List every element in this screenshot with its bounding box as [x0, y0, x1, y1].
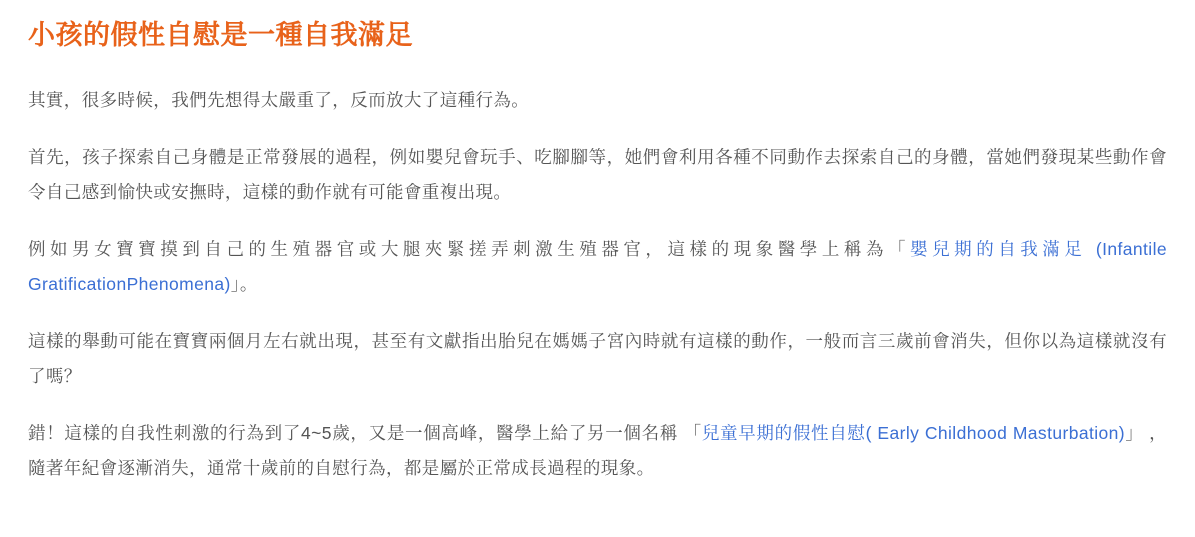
page-title: 小孩的假性自慰是一種自我滿足	[28, 20, 413, 50]
paragraph-1-text: 其實，很多時候，我們先想得太嚴重了，反而放大了這種行為。	[28, 90, 530, 111]
paragraph-3	[28, 232, 1167, 302]
paragraph-4-text: 這樣的舉動可能在寶寶兩個月左右就出現，甚至有文獻指出胎兒在媽媽子宮內時就有這樣的動作，一般而言三歲前會消失，但你以為這樣就沒有了嗎？	[28, 331, 1167, 387]
term-early-childhood-masturbation: 兒童早期的假性自慰( Early Childhood Masturbation)	[701, 423, 1126, 444]
paragraph-3-text-tail: 」。	[230, 274, 258, 295]
term-infantile-gratification: 嬰兒期的自我滿足 (Infantile GratificationPhenomena)	[28, 239, 1167, 295]
paragraph-2-text: 首先，孩子探索自己身體是正常發展的過程，例如嬰兒會玩手、吃腳腳等，她們會利用各種不同動作去探索自己的身體，當她們發現某些動作會令自己感到愉快或安撫時，這樣的動作就有可能會重複出現。	[28, 147, 1167, 203]
paragraph-2	[28, 140, 1167, 210]
paragraph-5-text-lead: 錯！這樣的自我性刺激的行為到了4~5歲，又是一個高峰，醫學上給了另一個名稱 「	[28, 423, 702, 444]
paragraph-5	[28, 416, 1167, 486]
paragraph-5-text-tail: 」 ，隨著年紀會逐漸消失，通常十歲前的自慰行為，都是屬於正常成長過程的現象。	[28, 423, 1167, 479]
paragraph-4	[28, 324, 1167, 394]
paragraph-3-text-lead: 例如男女寶寶摸到自己的生殖器官或大腿夾緊搓弄刺激生殖器官，這樣的現象醫學上稱為「	[28, 239, 911, 260]
paragraph-1	[28, 83, 1167, 118]
